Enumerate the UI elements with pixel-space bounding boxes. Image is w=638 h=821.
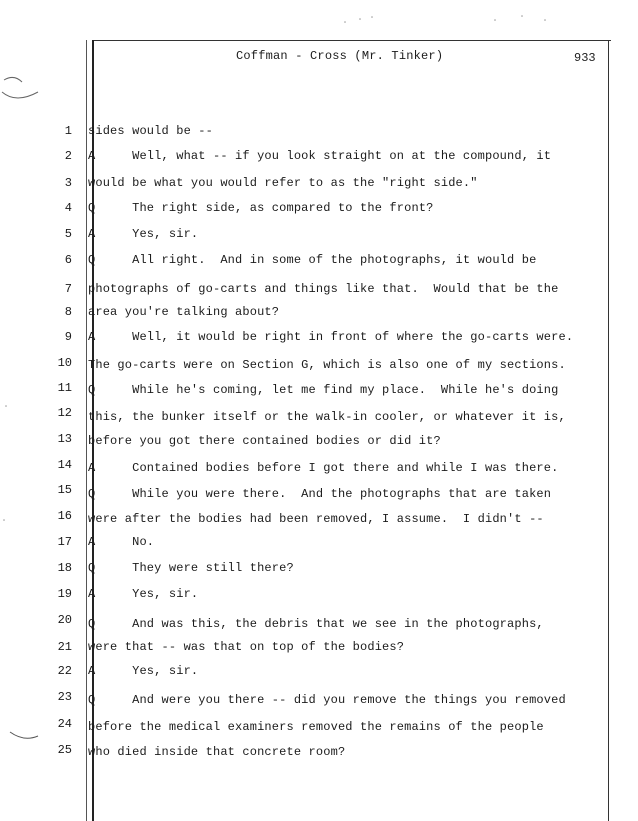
line-number: 16 xyxy=(57,509,72,523)
transcript-line: A Well, it would be right in front of where the go-carts were. xyxy=(88,330,574,344)
line-number: 6 xyxy=(64,253,72,267)
line-number: 8 xyxy=(64,305,72,319)
transcript-line: A Well, what -- if you look straight on at the compound, it xyxy=(88,149,552,163)
transcript-line: Q They were still there? xyxy=(88,561,294,575)
transcript-line: photographs of go-carts and things like that. Would that be the xyxy=(88,282,559,296)
transcript-line: Q All right. And in some of the photographs, it would be xyxy=(88,253,537,267)
line-number: 5 xyxy=(64,227,72,241)
line-number: 19 xyxy=(57,587,72,601)
transcript-line: Q While he's coming, let me find my place. While he's doing xyxy=(88,383,559,397)
line-number: 13 xyxy=(57,432,72,446)
line-number: 15 xyxy=(57,483,72,497)
transcript-line: sides would be -- xyxy=(88,124,213,138)
transcript-line: A Contained bodies before I got there and while I was there. xyxy=(88,461,559,475)
transcript-line: were that -- was that on top of the bodies? xyxy=(88,640,405,654)
line-number: 4 xyxy=(64,201,72,215)
transcript-line: A Yes, sir. xyxy=(88,664,199,678)
header-title: Coffman - Cross (Mr. Tinker) xyxy=(236,49,444,63)
page-number: 933 xyxy=(574,51,596,65)
line-number: 3 xyxy=(64,176,72,190)
transcript-line: Q While you were there. And the photographs that are taken xyxy=(88,487,552,501)
line-number: 17 xyxy=(57,535,72,549)
line-number: 21 xyxy=(57,640,72,654)
line-number: 9 xyxy=(64,330,72,344)
line-number: 12 xyxy=(57,406,72,420)
line-number: 25 xyxy=(57,743,72,757)
transcript-line: would be what you would refer to as the "right side." xyxy=(88,176,478,190)
transcript-line: before you got there contained bodies or did it? xyxy=(88,434,441,448)
transcript-line: area you're talking about? xyxy=(88,305,280,319)
transcript-line: Q The right side, as compared to the front? xyxy=(88,201,434,215)
transcript-line: who died inside that concrete room? xyxy=(88,745,346,759)
transcript-line: The go-carts were on Section G, which is also one of my sections. xyxy=(88,358,566,372)
transcript-line: A Yes, sir. xyxy=(88,227,199,241)
transcript-line: Q And was this, the debris that we see in the photographs, xyxy=(88,617,544,631)
line-number: 14 xyxy=(57,458,72,472)
transcript-line: A No. xyxy=(88,535,155,549)
line-number: 18 xyxy=(57,561,72,575)
line-number: 7 xyxy=(64,282,72,296)
line-number: 22 xyxy=(57,664,72,678)
line-number: 20 xyxy=(57,613,72,627)
line-number: 11 xyxy=(57,381,72,395)
transcript-line: A Yes, sir. xyxy=(88,587,199,601)
transcript-line: Q And were you there -- did you remove the things you removed xyxy=(88,693,566,707)
line-number: 23 xyxy=(57,690,72,704)
transcript-line: this, the bunker itself or the walk-in cooler, or whatever it is, xyxy=(88,410,566,424)
transcript-line: were after the bodies had been removed, I assume. I didn't -- xyxy=(88,512,544,526)
transcript-line: before the medical examiners removed the remains of the people xyxy=(88,720,544,734)
line-number: 2 xyxy=(64,149,72,163)
line-number: 1 xyxy=(64,124,72,138)
line-number: 10 xyxy=(57,356,72,370)
line-number: 24 xyxy=(57,717,72,731)
